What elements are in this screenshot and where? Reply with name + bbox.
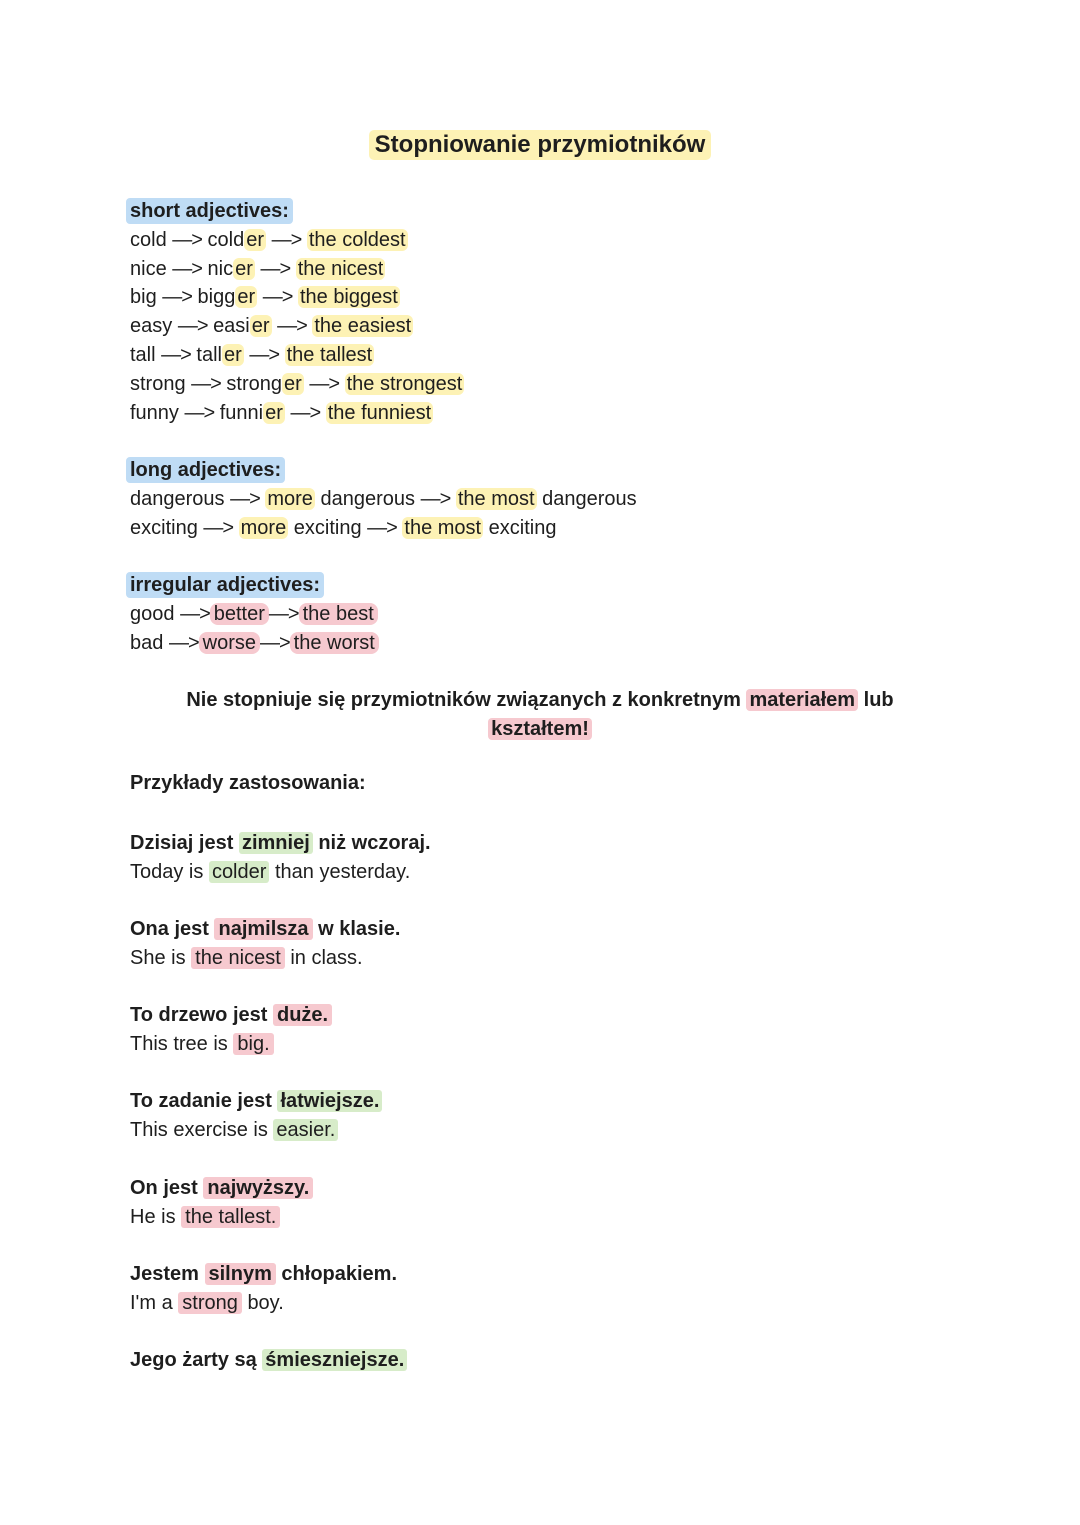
base-form: nice <box>130 257 167 280</box>
long-adjectives-section <box>130 456 637 542</box>
section-heading-line <box>130 197 464 226</box>
highlighted-word: najmilsza <box>214 918 312 940</box>
comparative-suffix: er <box>246 228 265 251</box>
comparative-suffix: er <box>265 401 283 424</box>
base-form: funny <box>130 401 179 424</box>
irregular-adjectives-label: irregular adjectives: <box>126 572 324 598</box>
article-the: the <box>314 315 343 338</box>
superlative-suffix: est <box>378 228 406 251</box>
superlative-stem: strong <box>379 372 436 395</box>
base-form: easy <box>130 315 173 338</box>
comparative-suffix: er <box>235 257 253 280</box>
highlighted-word: łatwiejsze. <box>277 1090 382 1112</box>
superlative-stem: easi <box>347 315 385 338</box>
sentence-text: Jego żarty są <box>130 1349 257 1371</box>
example-pair <box>130 1001 332 1059</box>
irregular-adjective-row <box>130 600 379 629</box>
example-pair <box>130 1174 313 1232</box>
short-adjective-row <box>130 370 464 399</box>
arrow: —> <box>420 487 451 510</box>
highlighted-word: zimniej <box>239 832 313 854</box>
arrow: —> <box>260 257 291 280</box>
long-adjective-row <box>130 514 637 543</box>
title-container <box>0 130 1080 160</box>
long-adjective-row <box>130 485 637 514</box>
article-the: the <box>286 343 315 366</box>
sentence-text: Dzisiaj jest <box>130 832 234 854</box>
note-text-middle: lub <box>863 689 894 711</box>
sentence-text: Jestem <box>130 1263 199 1285</box>
arrow: —> <box>177 315 208 338</box>
superlative-base: dangerous <box>542 487 637 510</box>
article-the: the <box>308 228 337 251</box>
superlative <box>285 344 375 366</box>
arrow: —> <box>268 602 299 625</box>
english-sentence <box>130 1030 332 1059</box>
article-the: the <box>299 286 328 309</box>
base-form: big <box>130 286 157 309</box>
sentence-text: She is <box>130 947 186 969</box>
short-adjective-row <box>130 283 464 312</box>
long-adjectives-label: long adjectives: <box>126 457 285 483</box>
long-adjectives-list <box>130 485 637 543</box>
arrow: —> <box>290 401 321 424</box>
arrow: —> <box>172 228 202 251</box>
highlighted-word: big. <box>233 1033 273 1055</box>
arrow: —> <box>162 286 192 309</box>
comparative-suffix: er <box>284 372 302 395</box>
short-adjectives-list <box>130 226 464 428</box>
comparative-stem: tall <box>196 343 222 366</box>
english-sentence <box>130 944 400 973</box>
short-adjective-row <box>130 255 464 284</box>
section-heading-line <box>130 456 637 485</box>
sentence-text: in class. <box>290 947 363 969</box>
base-form: exciting <box>130 516 198 539</box>
superlative-suffix: est <box>356 257 384 280</box>
superlative-stem: cold <box>342 228 379 251</box>
arrow: —> <box>309 372 340 395</box>
superlative-stem: funni <box>361 401 405 424</box>
the-most-highlight: the most <box>457 487 535 510</box>
short-adjective-row <box>130 226 464 255</box>
irregular-adjectives-section <box>130 571 379 657</box>
superlative <box>345 373 465 395</box>
base-form: dangerous <box>130 487 225 510</box>
comparative-base: dangerous <box>320 487 416 510</box>
comparative-suffix: er <box>223 343 242 366</box>
irregular-superlative: the worst <box>290 632 379 654</box>
note-highlight-shape: kształtem! <box>488 718 592 740</box>
sentence-text: To drzewo jest <box>130 1004 268 1026</box>
superlative-stem: tall <box>319 343 346 366</box>
highlighted-word: easier. <box>273 1119 338 1141</box>
short-adjective-row <box>130 312 464 341</box>
irregular-superlative: the best <box>299 603 378 625</box>
sentence-text: Today is <box>130 861 204 883</box>
highlighted-word: colder <box>209 861 269 883</box>
examples-heading: Przykłady zastosowania: <box>130 772 366 794</box>
arrow: —> <box>277 315 307 338</box>
arrow: —> <box>230 487 260 510</box>
superlative-base: exciting <box>488 516 557 539</box>
polish-sentence <box>130 829 431 858</box>
superlative <box>298 286 400 308</box>
english-sentence <box>130 1116 382 1145</box>
sentence-text: niż wczoraj. <box>318 832 431 854</box>
highlighted-word: najwyższy. <box>203 1177 313 1199</box>
example-pair <box>130 1260 397 1318</box>
irregular-adjectives-list <box>130 600 379 658</box>
superlative-suffix: est <box>404 401 432 424</box>
sentence-text: He is <box>130 1206 176 1228</box>
arrow: —> <box>168 631 199 654</box>
comparative-stem: cold <box>207 228 245 251</box>
irregular-comparative: better <box>210 603 269 625</box>
section-heading-line <box>130 571 379 600</box>
highlighted-word: the tallest. <box>181 1206 280 1228</box>
sentence-text: boy. <box>247 1292 284 1314</box>
arrow: —> <box>262 286 293 309</box>
comparative-stem: easi <box>213 315 250 338</box>
superlative-suffix: est <box>345 343 373 366</box>
polish-sentence <box>130 915 400 944</box>
comparative-stem: bigg <box>197 286 236 309</box>
polish-sentence <box>130 1087 382 1116</box>
polish-sentence <box>130 1174 313 1203</box>
the-most-highlight: the most <box>404 516 482 539</box>
comparative-suffix: er <box>251 315 270 338</box>
base-form: good <box>130 602 175 625</box>
arrow: —> <box>249 343 280 366</box>
comparative-suffix: er <box>237 286 256 309</box>
article-the: the <box>297 257 326 280</box>
irregular-adjective-row <box>130 629 379 658</box>
arrow: —> <box>259 631 290 654</box>
superlative <box>312 315 413 337</box>
english-sentence <box>130 858 431 887</box>
highlighted-word: śmieszniejsze. <box>262 1349 407 1371</box>
article-the: the <box>327 401 356 424</box>
sentence-text: I'm a <box>130 1292 173 1314</box>
rule-note <box>150 686 930 744</box>
english-sentence <box>130 1203 313 1232</box>
arrow: —> <box>172 257 202 280</box>
irregular-comparative: worse <box>199 632 260 654</box>
highlighted-word: silnym <box>205 1263 276 1285</box>
superlative-suffix: est <box>384 315 412 338</box>
sentence-text: This tree is <box>130 1033 228 1055</box>
note-text-before: Nie stopniuje się przymiotników związanych z konkretnym <box>186 689 741 711</box>
sentence-text: than yesterday. <box>274 861 411 883</box>
note-highlight-material: materiałem <box>746 689 858 711</box>
superlative <box>307 229 408 251</box>
highlighted-word: the nicest <box>191 947 285 969</box>
base-form: strong <box>130 372 186 395</box>
arrow: —> <box>161 343 191 366</box>
sentence-text: chłopakiem. <box>281 1263 398 1285</box>
superlative-suffix: est <box>371 286 398 309</box>
page-title: Stopniowanie przymiotników <box>369 130 712 160</box>
sentence-text: Ona jest <box>130 918 209 940</box>
short-adjectives-label: short adjectives: <box>126 198 293 224</box>
arrow: —> <box>203 516 234 539</box>
comparative-stem: nic <box>207 257 234 280</box>
english-sentence <box>130 1289 397 1318</box>
more-highlight: more <box>240 516 287 539</box>
superlative-stem: bigg <box>333 286 372 309</box>
highlighted-word: duże. <box>273 1004 332 1026</box>
polish-sentence <box>130 1260 397 1289</box>
example-pair <box>130 915 400 973</box>
highlighted-word: strong <box>178 1292 242 1314</box>
sentence-text: To zadanie jest <box>130 1090 272 1112</box>
superlative <box>326 402 433 424</box>
sentence-text: On jest <box>130 1177 198 1199</box>
comparative-stem: funni <box>219 401 264 424</box>
superlative <box>296 258 386 280</box>
sentence-text: w klasie. <box>318 918 401 940</box>
base-form: tall <box>130 343 156 366</box>
example-pair <box>130 1346 407 1375</box>
arrow: —> <box>184 401 215 424</box>
example-pair <box>130 1087 382 1145</box>
article-the: the <box>346 372 375 395</box>
base-form: bad <box>130 631 164 654</box>
arrow: —> <box>180 602 210 625</box>
arrow: —> <box>271 228 302 251</box>
more-highlight: more <box>267 487 313 510</box>
comparative-stem: strong <box>226 372 282 395</box>
short-adjectives-section <box>130 197 464 427</box>
superlative-stem: nic <box>331 257 357 280</box>
short-adjective-row <box>130 399 464 428</box>
base-form: cold <box>130 228 167 251</box>
polish-sentence <box>130 1001 332 1030</box>
arrow: —> <box>367 516 397 539</box>
polish-sentence <box>130 1346 407 1375</box>
short-adjective-row <box>130 341 464 370</box>
sentence-text: This exercise is <box>130 1119 268 1141</box>
arrow: —> <box>191 372 221 395</box>
superlative-suffix: est <box>435 372 463 395</box>
comparative-base: exciting <box>293 516 362 539</box>
example-pair <box>130 829 431 887</box>
